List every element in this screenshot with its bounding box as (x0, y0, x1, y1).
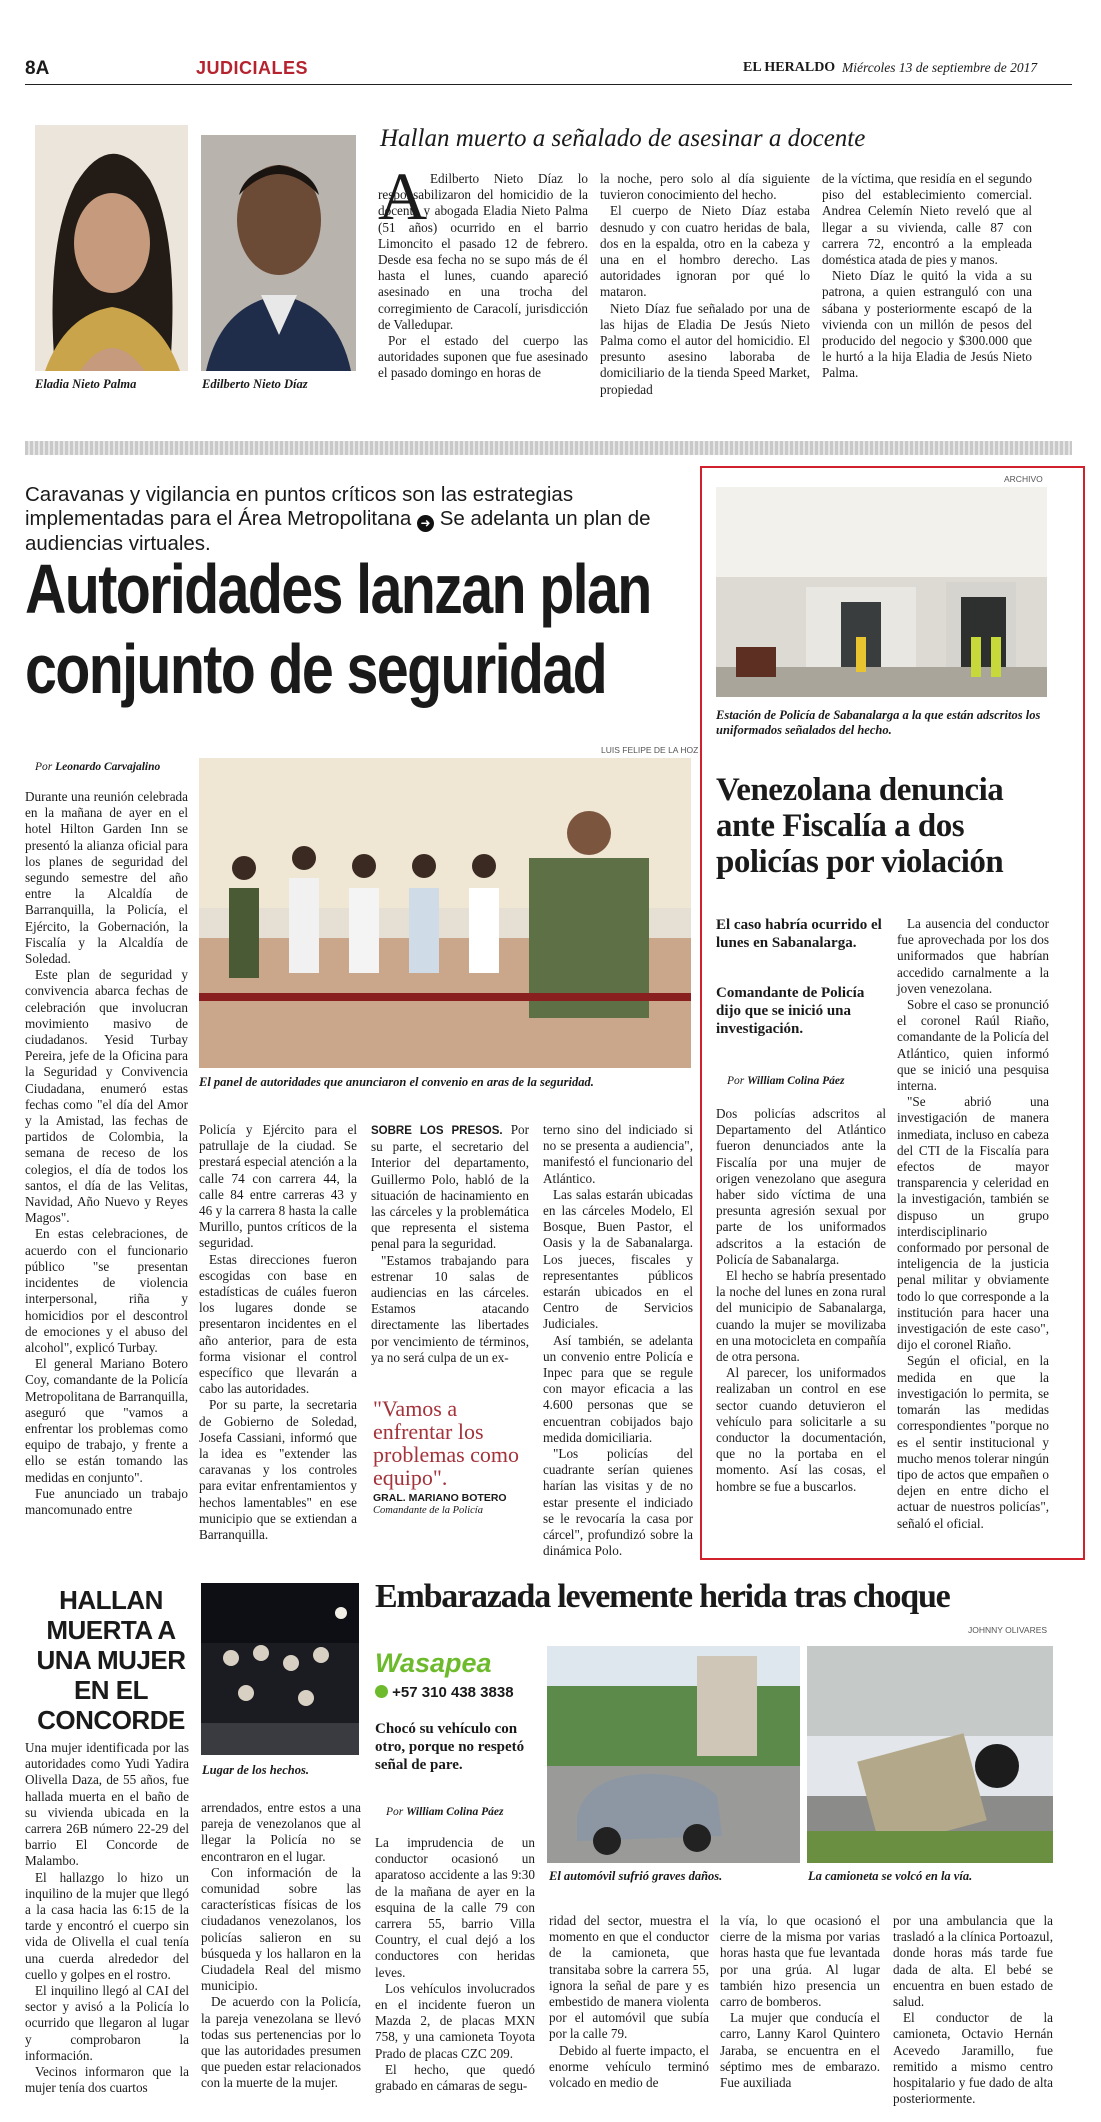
phone-number: +57 310 438 3838 (392, 1684, 514, 1701)
story4-c1p1: Una mujer identificada por las autoridades como Yudi Yadira Olivella Daza, de 55 años, fue hallada muerta en el baño de su vivienda ubicada en la carrera 26B número 22-29 del barrio El Concorde de Malambo. (25, 1740, 189, 1869)
story2-c3-head: SOBRE LOS PRESOS. (371, 1125, 503, 1137)
story5-col1 (375, 1835, 535, 2094)
story4-c2p3: De acuerdo con la Policía, la pareja venezolana se llevó todas sus pertenencias por lo que las autoridades presumen que pueden estar relacionados con la muerte de la mujer. (201, 1994, 361, 2091)
dropcap: A (378, 158, 428, 234)
wasapea-phone (375, 1684, 514, 1701)
story1-col1 (378, 171, 588, 382)
story5-c4p2: El conductor de la camioneta, Octavio Hernán Acevedo Jaramillo, fue remitido a mismo centro hospitalario y fue dado de alta posteriormente. (893, 2010, 1053, 2107)
story2-c3p1: Por su parte, el secretario del Interior del departamento, Guillermo Polo, habló de la situación de hacinamiento en las cárceles y la problemática que representa el sistema penal para la seguridad. (371, 1122, 530, 1252)
story2-c1p1: Durante una reunión celebrada en la mañana de ayer en el hotel Hilton Garden Inn se presentó la alianza oficial para los planes de seguridad del segundo semestre del año entre la Alcaldía de Barranquilla, la Policía, el Ejército, la Gobernación, la Fiscalía y la Alcaldía de Soledad. (25, 789, 188, 967)
story2-byline-por: Por (35, 761, 53, 773)
story2-kicker-text: Caravanas y vigilancia en puntos críticos son las estrategias implementadas para el Área Metropolitana (25, 483, 574, 530)
story1-headline: Hallan muerto a señalado de asesinar a docente (380, 125, 866, 152)
story3-byline-name: William Colina Páez (747, 1075, 845, 1087)
story2-col4 (543, 1122, 693, 1559)
story5-photo-truck (807, 1646, 1053, 1863)
story2-c4p2: Las salas estarán ubicadas en las cárceles Modelo, El Bosque, Buen Pastor, el Oasis y la de Sabanalarga. Los jueces, fiscales y representantes públicos estarán ubicados en el Centro de Servicios Judiciales. (543, 1186, 693, 1332)
story2-c1p3: En estas celebraciones, de acuerdo con el funcionario público "se presentan incidentes de violencia interpersonal, riña y homicidios por el descontrol de emociones y el abuso del alcohol", explicó Turbay. (25, 1226, 188, 1355)
story4-c2p2: Con información de la comunidad sobre las características físicas de los ciudadanos venezolanos, los policías salieron en su búsqueda y los hallaron en la Ciudadela Real del mismo municipio. (201, 1864, 361, 1994)
story2-c2p2: Estas direcciones fueron escogidas con base en estadísticas de cuáles fueron los lugares donde se presentaron incidentes en el año anterior, para de esta forma visionar el control específico que llevarán a cabo las autoridades. (199, 1251, 357, 1397)
story5-c3p1: la vía, lo que ocasionó el cierre de la misma por varias horas hasta que fue levantada por una grúa. Al lugar también hizo presencia un carro de bomberos. (720, 1913, 880, 2010)
story5-photo-car (547, 1646, 800, 1863)
story2-col1 (25, 789, 188, 1518)
story2-photo-credit: LUIS FELIPE DE LA HOZ (601, 745, 699, 755)
story3-summary1: El caso habría ocurrido el lunes en Sabanalarga. (716, 917, 882, 951)
page-number: 8A (25, 58, 50, 79)
paper-name: EL HERALDO (743, 60, 836, 75)
story5-col4 (893, 1913, 1053, 2107)
story3-col1 (716, 1106, 886, 1495)
section-divider (25, 441, 1072, 455)
story2-quote-name: GRAL. MARIANO BOTERO (373, 1492, 507, 1504)
story1-col2-p1: la noche, pero solo al día siguiente tuvieron conocimiento del hecho. (600, 171, 810, 203)
story4-col1 (25, 1740, 189, 2096)
story2-quote-role: Comandante de la Policía (373, 1505, 483, 1516)
story3-photo-station (716, 487, 1047, 697)
story5-c2p2: Debido al fuerte impacto, el enorme vehículo terminó volcado en medio de (549, 2042, 709, 2091)
story4-headline: HALLAN MUERTA A UNA MUJER EN EL CONCORDE (36, 1585, 186, 1735)
story4-photo (201, 1583, 359, 1755)
story2-c4p4: "Los policías del cuadrante serían quienes harían las visitas y de no estar presente el indiciado se le revocaría la casa por cárcel", profundizó sobre la dinámica Polo. (543, 1446, 693, 1559)
story5-c3p2: La mujer que conducía el carro, Lanny Karol Quintero Jaraba, se encuentra en el séptimo mes de embarazo. Fue auxiliada (720, 2010, 880, 2091)
story3-byline (727, 1075, 844, 1087)
story5-c1p2: Los vehículos involucrados en el incidente fueron un Mazda 2, de placas MXN 758, y una camioneta Toyota Prado de placas CZC 209. (375, 1980, 535, 2061)
whatsapp-icon (375, 1685, 388, 1698)
portrait-eladia (35, 125, 188, 371)
story2-c1p5: Fue anunciado un trabajo mancomunado entre (25, 1485, 188, 1517)
story2-c3p2: "Estamos trabajando para estrenar 10 salas de audiencias en las cárceles. Estamos atacando directamente las libertades por vencimiento de términos, ya no será culpa de un ex- (371, 1252, 529, 1365)
story1-col1-p2: Por el estado del cuerpo las autoridades suponen que fue asesinado el pasado domingo en horas de (378, 333, 588, 381)
story4-c1p4: Vecinos informaron que la mujer tenía dos cuartos (25, 2064, 189, 2096)
story2-caption: El panel de autoridades que anunciaron el convenio en aras de la seguridad. (199, 1075, 594, 1089)
story4-c1p2: El hallazgo lo hizo un inquilino de la mujer que llegó a la casa hacia las 6:15 de la tarde y encontró el cuerpo sin vida de Olivella el cual tenía una cuerda alrededor del cuello y golpes en el rostro. (25, 1869, 189, 1982)
story5-c1p1: La imprudencia de un conductor ocasionó un aparatoso accidente a las 9:30 de la mañana de ayer en la esquina de la calle 79 con carrera 55, barrio Villa Country, el cual dejó a los conductores con heridas leves. (375, 1835, 535, 1980)
story3-c1p3: Al parecer, los uniformados realizaban un control en ese sector cuando detuvieron el vehículo para solicitarle a su conductor la documentación, que no la portaba en el momento. Así las cosas, el hombre se fue a buscarlos. (716, 1365, 886, 1494)
portrait-edilberto (201, 135, 356, 371)
story2-pullquote: "Vamos a enfrentar los problemas como equipo". (373, 1396, 520, 1490)
story2-col3 (371, 1122, 529, 1366)
story2-photo-panel (199, 758, 691, 1068)
story5-photo-credit: JOHNNY OLIVARES (968, 1625, 1048, 1635)
story2-headline-line1: Autoridades lanzan plan (25, 550, 651, 628)
story3-summary2: Comandante de Policía dijo que se inició una investigación. (716, 985, 865, 1037)
header-rule (25, 84, 1072, 85)
story1-col2-p3: Nieto Díaz fue señalado por una de las hijas de Eladia De Jesús Nieto Palma como el autor del homicidio. El presunto asesino laboraba de domiciliario de la tienda Speed Market, propiedad (600, 300, 810, 397)
wasapea-logo: Wasapea (375, 1648, 492, 1678)
story2-col2 (199, 1122, 357, 1543)
story2-kicker2: Se adelanta un plan de audiencias virtuales. (25, 507, 651, 555)
story3-c2p3: "Se abrió una investigación de manera inmediata, incluso en cabeza del CTI de la Fiscalía para efectos de mayor transparencia y celeridad en la investigación, también se dispuso un grupo interdisciplinario conformado por personal de inteligencia de la justicia penal militar y obviamente todo lo que corresponde a la institución para hacer una investigación de este caso", dijo el coronel Riaño. (897, 1094, 1049, 1353)
story2-headline-line2: conjunto de seguridad (25, 630, 607, 708)
story2-c4p3: Así también, se adelanta un convenio entre Policía e Inpec para que se regule con mayor eficacia a las 4.600 personas que se encuentran cobijados bajo medida domiciliaria. (543, 1332, 693, 1445)
caption-edilberto: Edilberto Nieto Díaz (202, 377, 308, 391)
story1-col3-p2: Nieto Díaz le quitó la vida a su patrona, a quien estranguló con una sábana y posteriormente escapó de la vivienda con un millón de pesos del producido del negocio y $300.000 que le hurtó a la hija Eladia de Jesús Nieto Palma. (822, 268, 1032, 381)
story3-c2p2: Sobre el caso se pronunció el coronel Raúl Riaño, comandante de la Policía del Atlántico, quien informó que se inició una pesquisa interna. (897, 997, 1049, 1094)
story1-col2 (600, 171, 810, 398)
story2-c1p4: El general Mariano Botero Coy, comandante de la Policía Metropolitana de Barranquilla, aseguró que "vamos a enfrentar los problemas como equipo de trabajo, y frente a ello se están tomando las medidas en conjunto". (25, 1356, 188, 1485)
story4-c1p3: El inquilino llegó al CAI del sector y avisó a la Policía lo ocurrido que llegaron al lugar y comprobaron la información. (25, 1983, 189, 2063)
story2-c2p3: Por su parte, la secretaria de Gobierno de Soledad, Josefa Cassiani, informó que la idea es "extender las caravanas y los controles para evitar enfrentamientos y hechos lamentables" en ese municipio que se extiendan a Barranquilla. (199, 1397, 357, 1543)
story3-c1p1: Dos policías adscritos al Departamento del Atlántico fueron denunciados ante la Fiscalía por una mujer de origen venezolano que asegura haber sido víctima de una presunta agresión sexual por parte de los uniformados adscritos a la estación de Policía de Sabanalarga. (716, 1106, 886, 1267)
story5-summary: Chocó su vehículo con otro, porque no respetó señal de pare. (375, 1721, 525, 1773)
story5-c2p1: ridad del sector, muestra el momento en que el conductor de la camioneta, que transitaba sobre la carrera 55, ignora la señal de pare y es embestido de manera violenta por el automóvil que subía por la calle 79. (549, 1913, 709, 2042)
story5-caption2: La camioneta se volcó en la vía. (808, 1869, 973, 1883)
story5-byline-name: William Colina Páez (406, 1806, 504, 1818)
story5-byline (386, 1806, 503, 1818)
section-label: JUDICIALES (196, 58, 309, 78)
caption-eladia: Eladia Nieto Palma (35, 377, 137, 391)
arrow-circle-icon: ➜ (417, 515, 434, 532)
story1-col3-p1: de la víctima, que residía en el segundo piso del establecimiento comercial. Andrea Celemín Nieto reveló que al llegar a su vivienda, calle 87 con carrera 72, encontró a la empleada doméstica atada de pies y manos. (822, 171, 1032, 268)
story2-byline (35, 761, 160, 773)
story5-c4p1: por una ambulancia que la trasladó a la clínica Portoazul, donde horas más tarde fue dada de alta. El bebé se encuentra en buen estado de salud. (893, 1913, 1053, 2010)
story5-col2 (549, 1913, 709, 2091)
story5-c1p3: El hecho, que quedó grabado en cámaras de segu- (375, 2061, 535, 2094)
story3-c2p1: La ausencia del conductor fue aprovechada por los dos uniformados que habrían accedido carnalmente a la joven venezolana. (897, 916, 1049, 996)
story3-col2 (897, 916, 1049, 1532)
story3-c2p4: Según el oficial, en la medida en que la investigación lo permita, se tomarán las medidas correspondientes "porque no es el sentir institucional y mucho menos tolerar ningún tipo de actos que empañen o dejen en entre dicho el actuar de nuestros policías", señaló el oficial. (897, 1353, 1049, 1531)
story3-byline-por: Por (727, 1075, 745, 1087)
story2-c2p1: Policía y Ejército para el patrullaje de la ciudad. Se prestará especial atención a la calle 74 con carrera 44, la calle 84 entre carreras 43 y 46 y la carrera 8 hasta la calle Murillo, puntos críticos de la seguridad. (199, 1122, 357, 1251)
story2-byline-name: Leonardo Carvajalino (55, 761, 161, 773)
story3-headline: Venezolana denuncia ante Fiscalía a dos policías por violación (716, 772, 1004, 880)
story5-col3 (720, 1913, 880, 2091)
story4-caption: Lugar de los hechos. (202, 1763, 309, 1777)
story3-c1p2: El hecho se habría presentado la noche del lunes en zona rural del municipio de Sabanalarga, cuando la mujer se movilizaba en una motocicleta en compañía de otra persona. (716, 1268, 886, 1365)
story1-col3 (822, 171, 1032, 382)
story4-col2 (201, 1800, 361, 2092)
story2-c4p1: terno sino del indiciado si no se presenta a audiencia", manifestó el funcionario del Atlántico. (543, 1122, 693, 1186)
story2-kicker (25, 483, 695, 556)
story2-c1p2: Este plan de seguridad y convivencia abarca fechas de celebración que involucran movimiento masivo de ciudadanos. Yesid Turbay Pereira, jefe de la Oficina para la Seguridad y Convivencia Ciudadana, enumeró estas fechas como "el día del Amor y la Amistad, las fechas de partidos de Colombia, la semana de receso de los colegios, el día de todos los santos, el día de las Velitas, Navidad, Año Nuevo y Reyes Magos". (25, 967, 188, 1226)
story3-caption: Estación de Policía de Sabanalarga a la que están adscritos los uniformados señalados del hecho. (716, 708, 1041, 737)
story1-col2-p2: El cuerpo de Nieto Díaz estaba desnudo y con cuatro heridas de bala, dos en la espalda, otro en la cabeza y una en el hombro derecho. Las autoridades ignoran por qué lo mataron. (600, 203, 810, 300)
story1-col1-p1: Edilberto Nieto Díaz lo responsabilizaron del homicidio de la docente y abogada Eladia Nieto Palma (51 años) ocurrido en el barrio Limoncito el pasado 12 de febrero. Desde esa fecha no se supo más de él hasta el lunes, cuando apareció asesinado en una trocha del corregimiento de Caracolí, jurisdicción de Valledupar. (378, 171, 588, 332)
paper-date: Miércoles 13 de septiembre de 2017 (842, 60, 1038, 75)
story5-headline: Embarazada levemente herida tras choque (375, 1578, 950, 1615)
story5-byline-por: Por (386, 1806, 404, 1818)
story5-caption1: El automóvil sufrió graves daños. (549, 1869, 723, 1883)
story3-photo-credit: ARCHIVO (1004, 474, 1043, 484)
story4-c2p1: arrendados, entre estos a una pareja de venezolanos que al llegar la Policía no se encontraron en el lugar. (201, 1800, 361, 1864)
